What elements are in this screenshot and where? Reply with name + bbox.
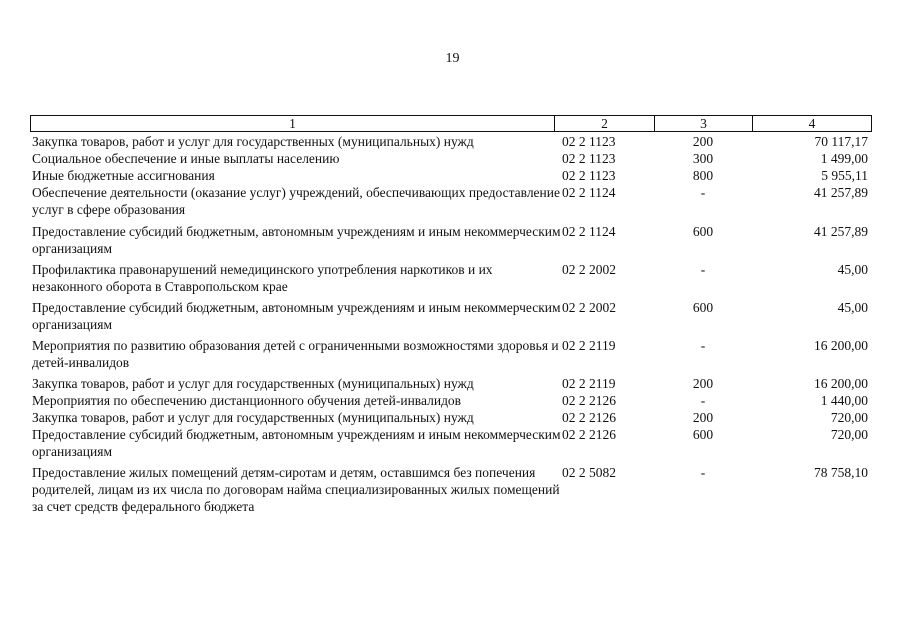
table-row — [30, 464, 872, 515]
row-type: 600 — [692, 224, 714, 239]
row-code: 02 2 2002 — [562, 300, 616, 315]
row-type: 800 — [692, 168, 714, 183]
table-body — [30, 133, 872, 515]
row-amount: 720,00 — [830, 410, 868, 425]
row-name: Предоставление субсидий бюджетным, автономным учреждениям и иным некоммерческим организациям — [32, 427, 561, 459]
row-name: Обеспечение деятельности (оказание услуг) учреждений, обеспечивающих предоставление услуг в сфере образования — [32, 185, 560, 217]
table-row — [30, 261, 872, 295]
row-code: 02 2 5082 — [562, 465, 616, 480]
row-name: Мероприятия по обеспечению дистанционного обучения детей-инвалидов — [32, 393, 462, 408]
row-name: Иные бюджетные ассигнования — [32, 168, 215, 183]
row-type: - — [700, 262, 706, 277]
row-name: Предоставление субсидий бюджетным, автономным учреждениям и иным некоммерческим организациям — [32, 224, 561, 256]
row-amount: 78 758,10 — [814, 465, 868, 480]
row-amount: 16 200,00 — [814, 376, 868, 391]
row-code: 02 2 1124 — [562, 185, 616, 200]
row-code: 02 2 2119 — [562, 376, 616, 391]
table-row — [30, 223, 872, 257]
row-code: 02 2 2119 — [562, 338, 616, 353]
budget-table — [30, 115, 872, 515]
row-type: 200 — [692, 134, 714, 149]
row-type: 200 — [692, 410, 714, 425]
row-amount: 45,00 — [837, 262, 868, 277]
row-amount: 45,00 — [837, 300, 868, 315]
table-row — [30, 375, 872, 392]
row-amount: 5 955,11 — [821, 168, 868, 183]
table-row — [30, 392, 872, 409]
table-row — [30, 299, 872, 333]
row-code: 02 2 2126 — [562, 410, 616, 425]
row-amount: 41 257,89 — [814, 224, 868, 239]
row-amount: 1 499,00 — [820, 151, 868, 166]
table-row — [30, 184, 872, 218]
row-name: Предоставление жилых помещений детям-сиротам и детям, оставшимся без попечения родителей, лицам из их числа по договорам найма специализированных жилых помещений за счет средств федерального бюджета — [32, 465, 560, 514]
row-name: Социальное обеспечение и иные выплаты населению — [32, 151, 340, 166]
page-number: 19 — [445, 51, 460, 66]
row-name: Закупка товаров, работ и услуг для государственных (муниципальных) нужд — [32, 376, 474, 391]
table-row — [30, 426, 872, 460]
table-row — [30, 150, 872, 167]
row-name: Мероприятия по развитию образования детей с ограниченными возможностями здоровья и детей-инвалидов — [32, 338, 559, 370]
row-code: 02 2 2126 — [562, 393, 616, 408]
row-name: Закупка товаров, работ и услуг для государственных (муниципальных) нужд — [32, 134, 474, 149]
row-type: - — [700, 185, 706, 200]
table-row — [30, 167, 872, 184]
row-code: 02 2 2126 — [562, 427, 616, 442]
row-type: - — [700, 393, 706, 408]
row-code: 02 2 1124 — [562, 224, 616, 239]
header-col-2: 2 — [555, 116, 655, 131]
table-header — [30, 115, 872, 132]
row-type: 200 — [692, 376, 714, 391]
row-code: 02 2 1123 — [562, 134, 616, 149]
header-col-1: 1 — [31, 116, 555, 131]
row-type: 600 — [692, 300, 714, 315]
row-type: 600 — [692, 427, 714, 442]
header-col-3: 3 — [655, 116, 753, 131]
row-code: 02 2 2002 — [562, 262, 616, 277]
row-name: Профилактика правонарушений немедицинского употребления наркотиков и их незаконного оборота в Ставропольском крае — [32, 262, 493, 294]
row-type: 300 — [692, 151, 714, 166]
row-amount: 70 117,17 — [814, 134, 868, 149]
header-col-4: 4 — [808, 116, 816, 131]
table-row — [30, 409, 872, 426]
row-amount: 41 257,89 — [814, 185, 868, 200]
row-code: 02 2 1123 — [562, 151, 616, 166]
row-amount: 720,00 — [830, 427, 868, 442]
table-row — [30, 337, 872, 371]
row-name: Предоставление субсидий бюджетным, автономным учреждениям и иным некоммерческим организациям — [32, 300, 561, 332]
row-type: - — [700, 465, 706, 480]
row-type: - — [700, 338, 706, 353]
row-code: 02 2 1123 — [562, 168, 616, 183]
row-name: Закупка товаров, работ и услуг для государственных (муниципальных) нужд — [32, 410, 474, 425]
row-amount: 16 200,00 — [814, 338, 868, 353]
row-amount: 1 440,00 — [820, 393, 868, 408]
table-row — [30, 133, 872, 150]
